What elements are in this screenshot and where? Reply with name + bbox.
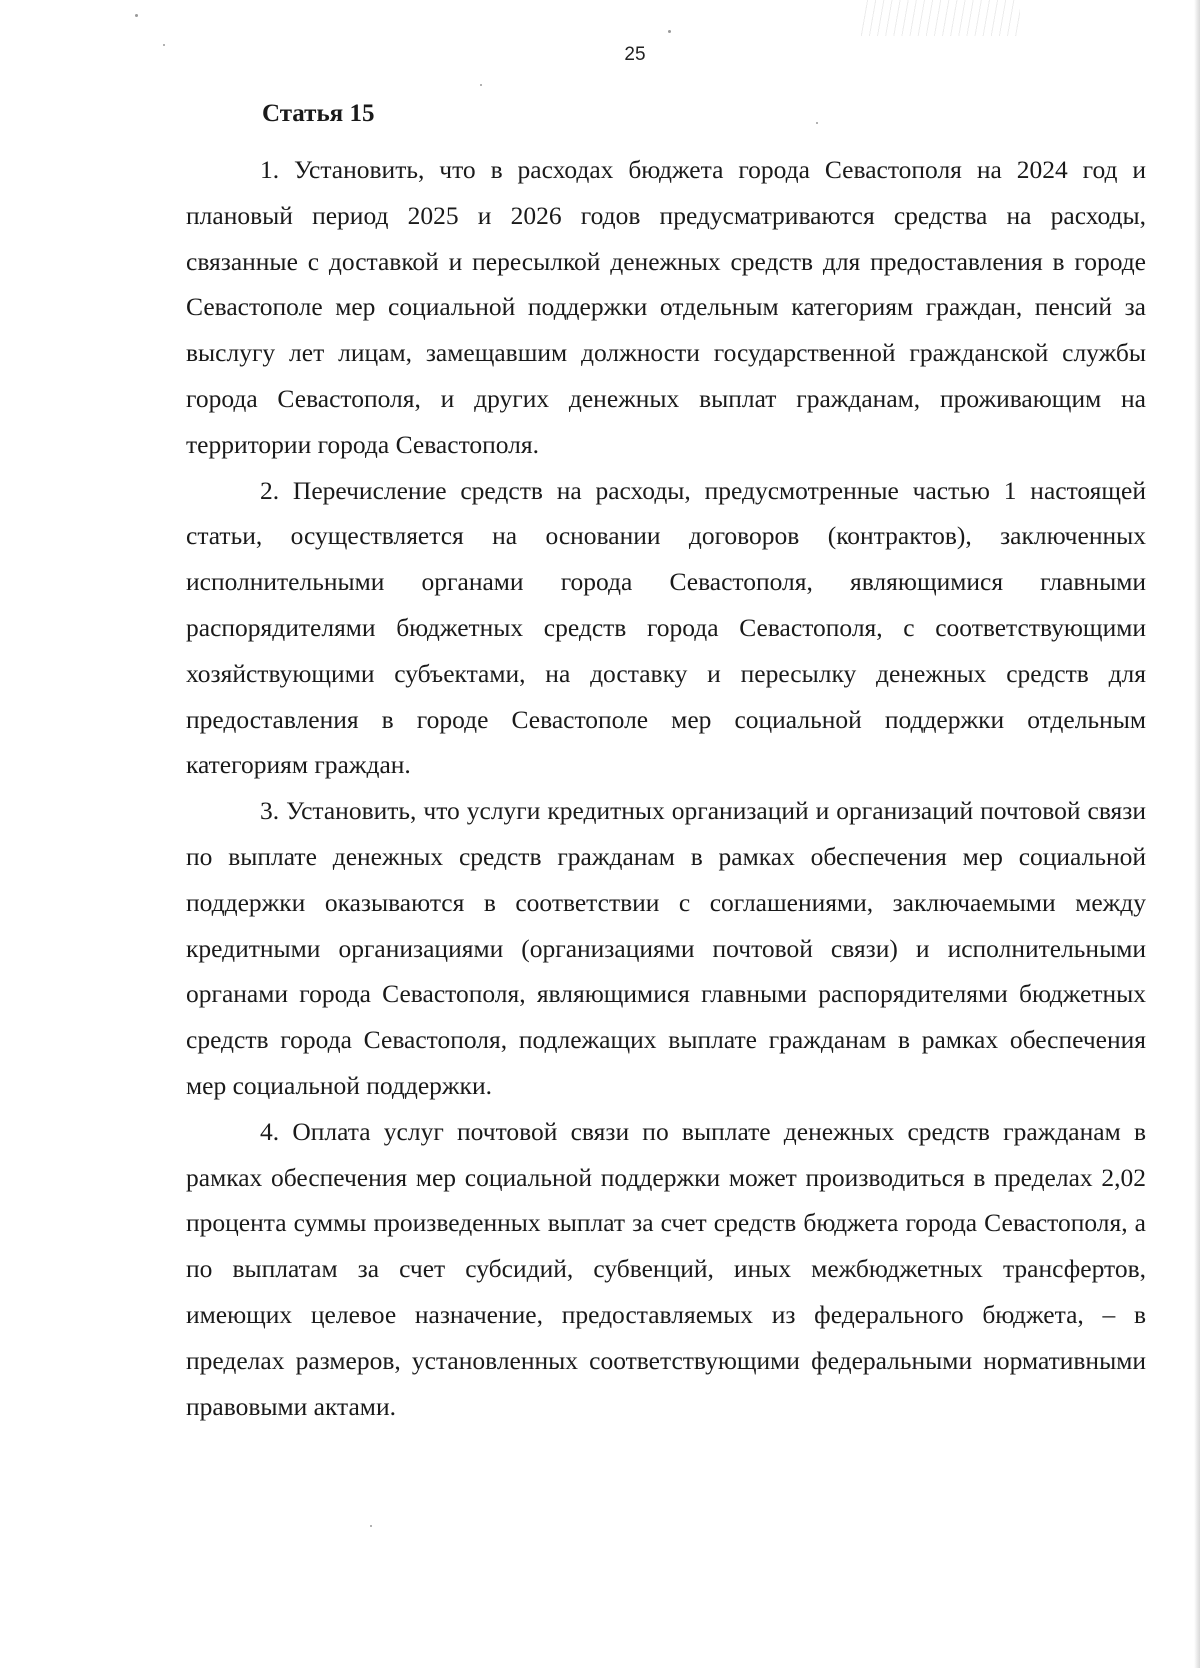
scan-speck (668, 30, 671, 33)
paragraph-4: 4. Оплата услуг почтовой связи по выплате денежных средств гражданам в рамках обеспечения мер социальной поддержки может производиться в пределах 2,02 процента суммы произведенных выплат за счет средств бюджета города Севастополя, а по выплатам за счет субсидий, субвенций, иных межбюджетных трансфертов, имеющих целевое назначение, предоставляемых из федерального бюджета, – в пределах размеров, установленных соответствующими федеральными нормативными правовыми актами. (186, 1116, 1146, 1421)
scan-speck (816, 122, 818, 124)
article-title: Статья 15 (262, 100, 375, 127)
paragraph-2: 2. Перечисление средств на расходы, предусмотренные частью 1 настоящей статьи, осуществляется на основании договоров (контрактов), заключенных исполнительными органами города Севастополя, являющимися главными распорядителями бюджетных средств города Севастополя, с соответствующими хозяйствующими субъектами, на доставку и пересылку денежных средств для предоставления в городе Севастополе мер социальной поддержки отдельным категориям граждан. (186, 475, 1146, 780)
scan-speck (480, 84, 482, 86)
paragraph-3: 3. Установить, что услуги кредитных организаций и организаций почтовой связи по выплате денежных средств гражданам в рамках обеспечения мер социальной поддержки оказываются в соответствии с соглашениями, заключаемыми между кредитными организациями (организациями почтовой связи) и исполнительными органами города Севастополя, являющимися главными распорядителями бюджетных средств города Севастополя, подлежащих выплате гражданам в рамках обеспечения мер социальной поддержки. (186, 796, 1146, 1100)
article-body (186, 147, 1146, 1429)
paragraph-1: 1. Установить, что в расходах бюджета города Севастополя на 2024 год и плановый период 2025 и 2026 годов предусматриваются средства на расходы, связанные с доставкой и пересылкой денежных средств для предоставления в городе Севастополе мер социальной поддержки отдельным категориям граждан, пенсий за выслугу лет лицам, замещавшим должности государственной гражданской службы города Севастополя, и других денежных выплат гражданам, проживающим на территории города Севастополя. (186, 155, 1146, 459)
page-number: 25 (624, 44, 646, 65)
scan-edge (1194, 0, 1200, 1668)
scan-speck (135, 14, 138, 17)
scan-speck (370, 1525, 372, 1527)
scan-noise (860, 0, 1020, 36)
